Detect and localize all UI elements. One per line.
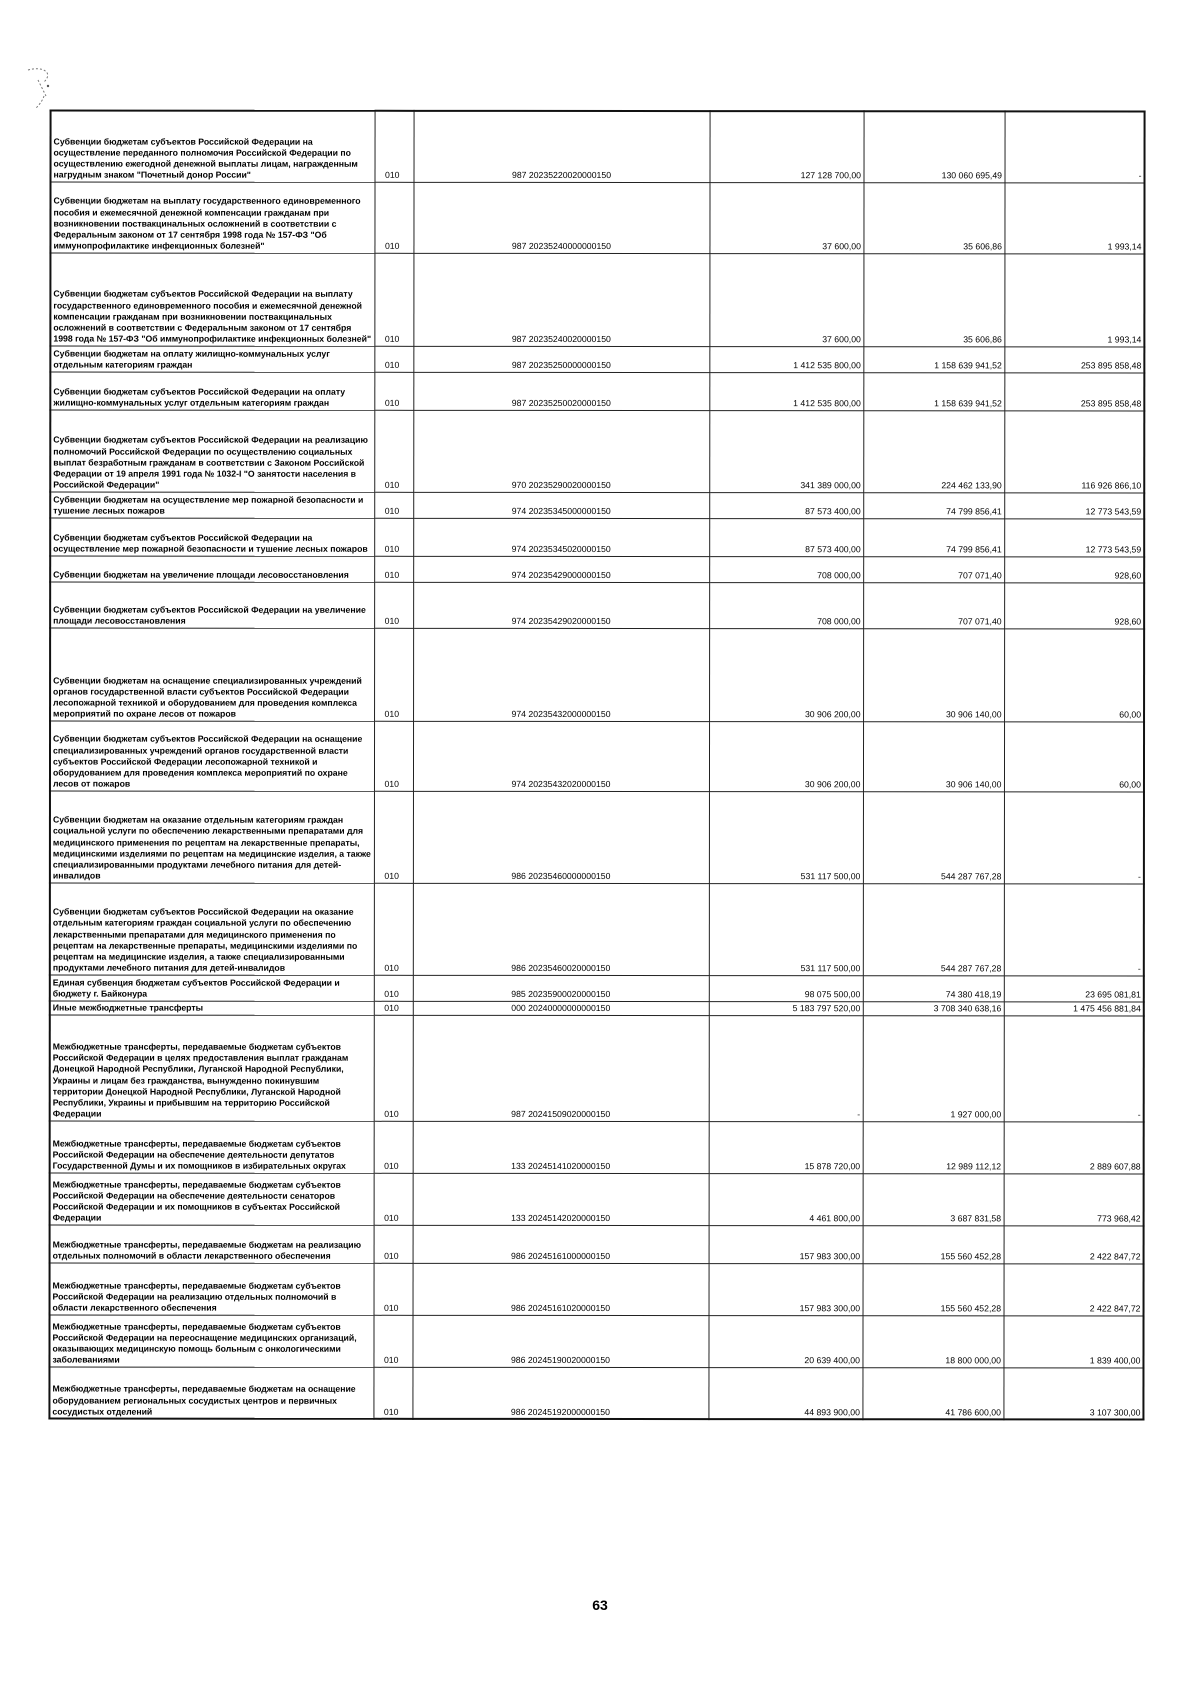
row-executed: 130 060 695,49 [864,111,1005,182]
row-kbk: 974 20235432020000150 [413,721,709,791]
table-row [50,1173,1144,1226]
row-executed: 30 906 140,00 [863,628,1004,721]
row-name: Субвенции бюджетам на оснащение специализированных учреждений органов государственной власти субъектов Российской Федерации лесопожарной техникой и оборудованием для проведения комплекса мероприятий по охране лесов от пожаров [50,628,374,721]
row-code: 010 [374,1015,413,1121]
row-code: 010 [374,791,413,883]
row-name: Субвенции бюджетам субъектов Российской Федерации на оснащение специализированных учреждений органов государственной власти субъектов Российской Федерации лесопожарной техникой и оборудованием для проведения комплекса мероприятий по охране лесов от пожаров [50,721,374,791]
row-name: Субвенции бюджетам на увеличение площади лесовосстановления [50,556,374,582]
table-row [50,1121,1144,1174]
row-kbk: 986 20245161020000150 [413,1263,709,1315]
row-name: Субвенции бюджетам на оплату жилищно-коммунальных услуг отдельным категориям граждан [50,346,374,372]
table-row [50,556,1144,583]
row-name: Субвенции бюджетам на оказание отдельным категориям граждан социальной услуги по обеспечению лекарственными препаратами для медицинского применения по рецептам на лекарственные препараты, медицинскими изделиями по рецептам на медицинские изделия, а также специализированными продуктами лечебного питания для детей-инвалидов [50,791,374,883]
row-code: 010 [375,111,414,182]
row-approved: 708 000,00 [709,556,863,582]
row-remaining: 928,60 [1004,582,1144,628]
row-approved: 157 983 300,00 [709,1263,863,1315]
table-row [49,1367,1143,1420]
row-approved: 127 128 700,00 [710,111,864,182]
row-code: 010 [374,182,413,253]
row-kbk: 133 20245142020000150 [413,1173,709,1225]
row-executed: 30 906 140,00 [863,721,1004,791]
row-approved: 37 600,00 [709,182,863,253]
row-name: Иные межбюджетные трансферты [50,1001,374,1015]
row-code: 010 [374,628,413,721]
row-remaining: 116 926 866,10 [1004,410,1144,492]
row-remaining: 1 475 456 881,84 [1004,1001,1144,1015]
row-executed: 3 708 340 638,16 [863,1001,1004,1015]
row-executed: 155 560 452,28 [863,1225,1004,1263]
row-code: 010 [373,1315,412,1367]
row-remaining: 253 895 858,48 [1004,346,1144,372]
table-row [50,1015,1144,1122]
scan-mark [8,62,68,114]
table-row [50,346,1144,373]
row-name: Единая субвенция бюджетам субъектов Российской Федерации и бюджету г. Байконура [50,975,374,1001]
row-executed: 1 158 639 941,52 [863,346,1004,372]
row-remaining: 928,60 [1004,556,1144,582]
row-remaining: 1 839 400,00 [1003,1315,1143,1367]
table-row [51,111,1145,183]
row-name: Межбюджетные трансферты, передаваемые бюджетам на реализацию отдельных полномочий в области лекарственного обеспечения [50,1225,374,1263]
row-approved: 87 573 400,00 [709,492,863,518]
row-approved: 30 906 200,00 [709,721,863,791]
row-executed: 224 462 133,90 [863,410,1004,492]
table-row [50,628,1144,722]
table-row [50,518,1144,557]
row-executed: 544 287 767,28 [863,883,1004,975]
row-remaining: 253 895 858,48 [1004,372,1144,410]
row-kbk: 974 20235432000000150 [413,628,709,721]
row-approved: 87 573 400,00 [709,518,863,556]
row-name: Субвенции бюджетам субъектов Российской Федерации на выплату государственного единовременного пособия и ежемесячной денежной компенсации гражданам при возникновении поствакцинальных осложнений в соответствии с Федеральным законом от 17 сентября 1998 года № 157-ФЗ "Об иммунопрофилактике инфекционных болезней" [50,253,374,346]
row-approved: 1 412 535 800,00 [709,372,863,410]
row-approved: 20 639 400,00 [708,1315,862,1367]
row-kbk: 986 20245161000000150 [413,1225,709,1263]
page-number: 63 [592,1597,608,1613]
row-name: Межбюджетные трансферты, передаваемые бюджетам на оснащение оборудованием региональных сосудистых центров и первичных сосудистых отделений [49,1367,373,1419]
row-code: 010 [374,883,413,975]
row-kbk: 987 20235250020000150 [413,372,709,410]
row-approved: 341 389 000,00 [709,410,863,492]
table-row [50,182,1144,254]
table-row [50,253,1144,347]
row-kbk: 986 20235460000000150 [413,791,709,883]
row-approved: 5 183 797 520,00 [709,1001,863,1015]
row-remaining: 2 422 847,72 [1004,1225,1144,1263]
row-remaining: 773 968,42 [1004,1173,1144,1225]
table-row [50,372,1144,411]
table-row [50,492,1144,519]
table-row [50,1263,1144,1316]
row-code: 010 [374,410,413,492]
row-executed: 41 786 600,00 [862,1367,1003,1419]
row-code: 010 [374,1225,413,1263]
row-approved: 15 878 720,00 [709,1121,863,1173]
row-executed: 35 606,86 [863,253,1004,346]
table-row [50,975,1144,1002]
row-executed: 35 606,86 [863,182,1004,253]
row-kbk: 985 20235900020000150 [413,975,709,1001]
row-approved: 531 117 500,00 [709,883,863,975]
table-row [50,1225,1144,1264]
row-executed: 74 380 418,19 [863,975,1004,1001]
row-executed: 18 800 000,00 [862,1315,1003,1367]
row-name: Межбюджетные трансферты, передаваемые бюджетам субъектов Российской Федерации на обеспечение деятельности сенаторов Российской Федерации и их помощников в субъектах Российской Федерации [50,1173,374,1225]
row-executed: 1 927 000,00 [863,1015,1004,1121]
row-name: Межбюджетные трансферты, передаваемые бюджетам субъектов Российской Федерации на обеспечение деятельности депутатов Государственной Думы и их помощников в избирательных округах [50,1121,374,1173]
row-approved: 708 000,00 [709,582,863,628]
table-row [50,791,1144,884]
row-code: 010 [374,582,413,628]
row-kbk: 987 20235220020000150 [414,111,710,182]
table-row [49,1315,1143,1368]
row-kbk: 986 20245190020000150 [412,1315,708,1367]
row-remaining: 1 993,14 [1004,253,1144,346]
row-name: Субвенции бюджетам на осуществление мер пожарной безопасности и тушение лесных пожаров [50,492,374,518]
table-row [50,410,1144,493]
row-executed: 155 560 452,28 [863,1263,1004,1315]
row-kbk: 987 20235240000000150 [413,182,709,253]
row-approved: 4 461 800,00 [709,1173,863,1225]
row-kbk: 974 20235429020000150 [413,582,709,628]
row-kbk: 987 20235250000000150 [413,346,709,372]
row-executed: 544 287 767,28 [863,791,1004,883]
row-name: Субвенции бюджетам субъектов Российской Федерации на увеличение площади лесовосстановления [50,582,374,628]
row-kbk: 987 20241509020000150 [413,1015,709,1121]
row-approved: 1 412 535 800,00 [709,346,863,372]
row-remaining: 23 695 081,81 [1004,975,1144,1001]
row-remaining: - [1004,791,1144,883]
row-code: 010 [374,1173,413,1225]
row-code: 010 [374,1263,413,1315]
row-remaining: 2 889 607,88 [1004,1121,1144,1173]
row-executed: 707 071,40 [863,582,1004,628]
row-kbk: 987 20235240020000150 [413,253,709,346]
row-kbk: 974 20235345000000150 [413,492,709,518]
row-code: 010 [374,372,413,410]
row-name: Межбюджетные трансферты, передаваемые бюджетам субъектов Российской Федерации на переоснащение медицинских организаций, оказывающих медицинскую помощь больным с онкологическими заболеваниями [49,1315,373,1367]
row-code: 010 [374,975,413,1001]
row-executed: 707 071,40 [863,556,1004,582]
row-code: 010 [374,1121,413,1173]
row-remaining: - [1004,1015,1144,1121]
row-approved: 98 075 500,00 [709,975,863,1001]
table-row [50,721,1144,792]
row-code: 010 [374,518,413,556]
row-remaining: - [1004,883,1144,975]
row-kbk: 986 20245192000000150 [412,1367,708,1419]
row-kbk: 970 20235290020000150 [413,410,709,492]
row-kbk: 133 20245141020000150 [413,1121,709,1173]
report-table-body [49,111,1144,1420]
row-code: 010 [374,1001,413,1015]
row-approved: 157 983 300,00 [709,1225,863,1263]
row-kbk: 974 20235345020000150 [413,518,709,556]
row-approved: - [709,1015,863,1121]
row-remaining: 12 773 543,59 [1004,492,1144,518]
row-remaining: 1 993,14 [1004,182,1144,253]
row-approved: 44 893 900,00 [708,1367,862,1419]
row-name: Субвенции бюджетам субъектов Российской Федерации на оказание отдельным категориям граждан социальной услуги по обеспечению лекарственными препаратами для медицинского применения по рецептам на лекарственные препараты, медицинскими изделиями по рецептам на медицинские изделия, а также специализированными продуктами лечебного питания для детей-инвалидов [50,883,374,975]
row-name: Субвенции бюджетам на выплату государственного единовременного пособия и ежемесячной денежной компенсации гражданам при возникновении поствакцинальных осложнений в соответствии с Федеральным законом от 17 сентября 1998 года № 157-ФЗ "Об иммунопрофилактике инфекционных болезней" [50,182,374,253]
row-approved: 30 906 200,00 [709,628,863,721]
row-code: 010 [373,1367,412,1419]
row-kbk: 000 20240000000000150 [413,1001,709,1015]
row-name: Межбюджетные трансферты, передаваемые бюджетам субъектов Российской Федерации на реализацию отдельных полномочий в области лекарственного обеспечения [50,1263,374,1315]
row-name: Субвенции бюджетам субъектов Российской Федерации на осуществление мер пожарной безопасности и тушение лесных пожаров [50,518,374,556]
row-remaining: 12 773 543,59 [1004,518,1144,556]
row-executed: 74 799 856,41 [863,492,1004,518]
row-code: 010 [374,346,413,372]
table-row [50,582,1144,629]
row-kbk: 986 20235460020000150 [413,883,709,975]
row-code: 010 [374,721,413,791]
row-executed: 1 158 639 941,52 [863,372,1004,410]
row-name: Субвенции бюджетам субъектов Российской Федерации на реализацию полномочий Российской Федерации по осуществлению социальных выплат безработным гражданам в соответствии с Законом Российской Федерации от 19 апреля 1991 года № 1032-I "О занятости населения в Российской Федерации" [50,410,374,492]
row-remaining: 2 422 847,72 [1004,1263,1144,1315]
row-executed: 12 989 112,12 [863,1121,1004,1173]
budget-report-table [48,110,1145,1421]
table-row [50,883,1144,976]
row-executed: 3 687 831,58 [863,1173,1004,1225]
row-name: Межбюджетные трансферты, передаваемые бюджетам субъектов Российской Федерации в целях предоставления выплат гражданам Донецкой Народной Республики, Луганской Народной Республики, Украины и лицам без гражданства, вынужденно покинувшим территории Донецкой Народной Республики, Луганской Народной Республики, Украины и прибывшим на территорию Российской Федерации [50,1015,374,1121]
row-code: 010 [374,253,413,346]
row-name: Субвенции бюджетам субъектов Российской Федерации на осуществление переданного полномочия Российской Федерации по осуществлению ежегодной денежной выплаты лицам, награжденным нагрудным знаком "Почетный донор России" [51,111,375,182]
row-remaining: - [1005,111,1145,182]
row-approved: 37 600,00 [709,253,863,346]
row-remaining: 3 107 300,00 [1003,1367,1143,1419]
row-name: Субвенции бюджетам субъектов Российской Федерации на оплату жилищно-коммунальных услуг отдельным категориям граждан [50,372,374,410]
row-executed: 74 799 856,41 [863,518,1004,556]
row-kbk: 974 20235429000000150 [413,556,709,582]
row-approved: 531 117 500,00 [709,791,863,883]
row-remaining: 60,00 [1004,628,1144,721]
row-code: 010 [374,556,413,582]
table-row [50,1001,1144,1016]
row-remaining: 60,00 [1004,721,1144,791]
row-code: 010 [374,492,413,518]
